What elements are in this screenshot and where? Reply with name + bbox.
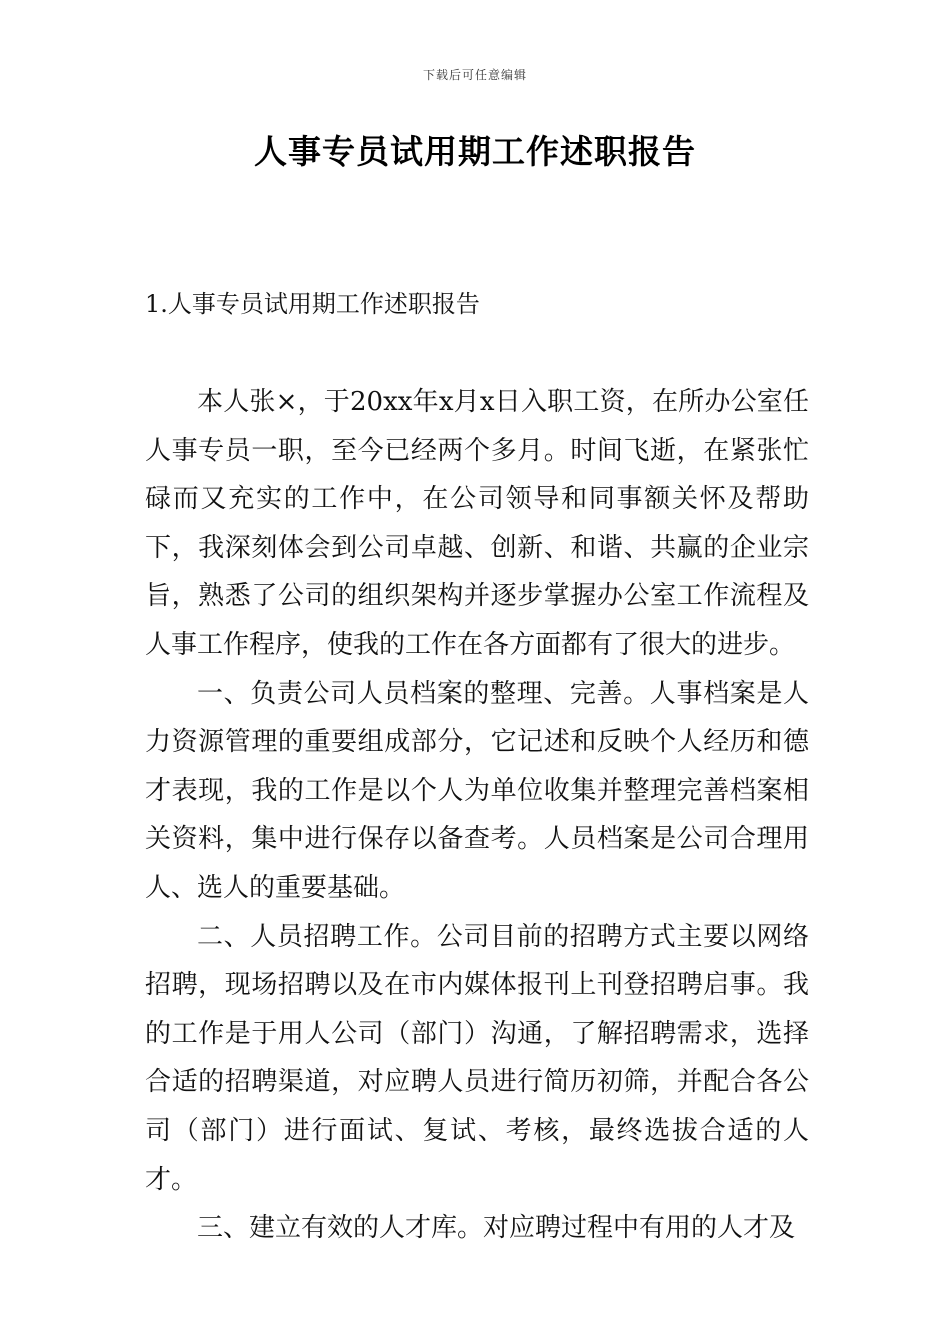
document-title: 人事专员试用期工作述职报告 [254, 132, 696, 171]
paragraph-archives: 一、负责公司人员档案的整理、完善。人事档案是人力资源管理的重要组成部分，它记述和反映个人经历和德才表现，我的工作是以个人为单位收集并整理完善档案相关资料，集中进行保存以备查考。人员档案是公司合理用人、选人的重要基础。 [145, 678, 809, 903]
body-text [145, 378, 809, 1253]
paragraph-recruitment: 二、人员招聘工作。公司目前的招聘方式主要以网络招聘，现场招聘以及在市内媒体报刊上刊登招聘启事。我的工作是于用人公司（部门）沟通，了解招聘需求，选择合适的招聘渠道，对应聘人员进行简历初筛，并配合各公司（部门）进行面试、复试、考核，最终选拔合适的人才。 [145, 921, 809, 1195]
paragraph-talent-pool: 三、建立有效的人才库。对应聘过程中有用的人才及 [197, 1213, 796, 1244]
section-heading: 1.人事专员试用期工作述职报告 [145, 290, 480, 318]
paragraph-intro: 本人张×，于20xx年x月x日入职工资，在所办公室任人事专员一职，至今已经两个多月。时间飞逝，在紧张忙碌而又充实的工作中，在公司领导和同事额关怀及帮助下，我深刻体会到公司卓越、创新、和谐、共赢的企业宗旨，熟悉了公司的组织架构并逐步掌握办公室工作流程及人事工作程序，使我的工作在各方面都有了很大的进步。 [145, 387, 809, 660]
header-note: 下载后可任意编辑 [422, 68, 527, 82]
